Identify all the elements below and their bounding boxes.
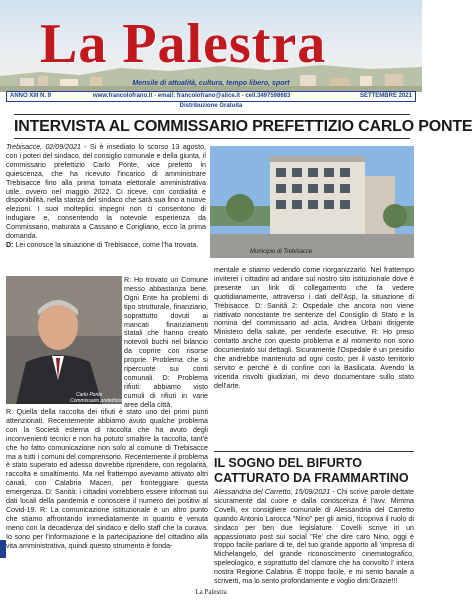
- newspaper-subtitle: Mensile di attualità, cultura, tempo libero, sport: [132, 80, 290, 87]
- page-edge-marker: [0, 540, 6, 558]
- article1-body-text: R: Quella della raccolta dei rifiuti è stato uno dei primi punti attenzionati. Recentemente abbiamo avuto qualche problema con la Società esterna di raccolta che ha avuto degli inconvenienti tecnici e non ha potuto smaltire la raccolta, tant'è che ho fatto comunicazione non solo al comune di Trebisacce ma a tutti i comuni del comprensorio. Recentemente il problema è stato superato ed adesso dovrebbe riprendere, con regolarità, raccolta e smaltimento. Ma nel frattempo avevamo attivato altri canali, con Calabria Maceri, per fronteggiare questa emergenza. D: Sanità: i cittadini vorrebbero essere informati sui dati locali della pandemia e conoscere il numero dei positivi al Covid-19. R: La comunicazione istituzionale è un altro punto che stiamo affrontando immediatamente in quanto è venuta meno con la decadenza del sindaco e dello staff che la curava. Io sono per l'informazione e la partecipazione del cittadino alla vita amministrativa, quindi questo strumento è fonda-: [6, 408, 208, 550]
- portrait-image: [6, 276, 122, 404]
- question-text: Lei conosce la situazione di Trebisacce, come l'ha trovata.: [13, 240, 199, 249]
- footer-title: La Palestra: [195, 588, 227, 596]
- article2-headline: IL SOGNO DEL BIFURTO CATTURATO DA FRAMMARTINO: [214, 456, 409, 485]
- masthead: [0, 0, 422, 92]
- article1-headline: INTERVISTA AL COMMISSARIO PREFETTIZIO CARLO PONTE: [14, 118, 472, 135]
- article1-answer-text: R: Ho trovato un Comune messo abbastanza bene. Ogni Ente ha problemi di tipo strutturale, finanziario, soprattutto dovuti ai mancati finanziamenti statali che hanno creato notevoli buchi nel bilancio da coprire con risorse proprie. Problema che si ripercuote sui conti comunali. D: Problema rifiuti: abbiamo visto cumuli di rifiuti in varie aree della città.: [124, 276, 208, 409]
- divider: [214, 451, 414, 452]
- article2-body: [214, 488, 414, 584]
- divider: [14, 114, 410, 115]
- issue-date: SETTEMBRE 2021: [359, 93, 412, 99]
- article2-dateline: Alessandria del Carretto, 15/09/2021: [214, 488, 331, 496]
- distribution-note: Distribuzione Gratuita: [179, 103, 243, 109]
- issue-info-bar: [6, 91, 416, 102]
- article2-text: - Chi scrive parole dettate sicuramente dal cuore e dalla conoscenza è l'avv. Mimma Covelli, ex consigliere comunale di Alessandria del Carretto quando Antonio Larocca "Nino" per gli amici, ricopriva il ruolo di sindaco per ben due legislature. Covelli scrive in un appassionato post sui social "Re' che dire caro Nino, oggi è troppo facile parlare di te, del tuo grande apporto all 'impresa di Michelangelo, del grande riconoscimento cinematografico, speleologico, e soprattutto del clamore che ha convolto l' intera nostra Regione Calabria. È troppo facile, e mi sento banale a scriverti, ma lo sento profondamente e voglio dirti:Grazie!!!: [214, 488, 414, 586]
- issue-number: ANNO XIII N. 9: [10, 93, 52, 99]
- question-label: D:: [6, 240, 14, 249]
- article1-lead: [6, 143, 206, 273]
- building-caption: Municipio di Trebisacce: [250, 249, 313, 255]
- article1-column-left-lower: [6, 408, 208, 584]
- municipio-photo: [210, 146, 414, 258]
- article1-lead-text: - Si è insediato lo scorso 13 agosto, con i poteri del sindaco, del consiglio comunale e della giunta, il commissario prefettizio Carlo Ponte, vice prefetto in quiescenza, che ha ricevuto l'incarico di amministrare Trebisacce fino alla prima tornata elettorale amministrativa utile, ovvero nel maggio 2022. Ci riceve, con cordialità e disponibilità, nella stanza del sindaco che sarà sua fino a nuove elezioni. I suoi molteplici impegni non ci consentono di indugiare e, consentendo la notevole esperienza da Commissario, maturata a Cassano e Corigliano, ecco la prima domanda.: [6, 143, 206, 241]
- portrait-caption-name: Carlo Ponte: [76, 392, 103, 398]
- article1-column-right: [214, 266, 414, 434]
- building-image: [210, 146, 414, 258]
- contacts: www.francolofrano.it - email: francolofrano@alice.it - cell.3497598683: [93, 93, 291, 99]
- newspaper-title: La Palestra: [40, 13, 327, 75]
- article1-column-mid: [124, 276, 208, 409]
- divider: [14, 138, 410, 139]
- portrait-caption-role: Commissario prefettizio: [70, 398, 123, 404]
- portrait-photo: [6, 276, 122, 404]
- article1-dateline: Trebisacce, 02/09/2021: [6, 143, 81, 151]
- article1-body-text-right: mentale e stiamo vedendo come riorganizzarlo. Nel frattempo inviterei i cittadini ad andare sul nostro sito istituzionale dove è presente un link di collegamento che fa vedere quotidianamente, attraverso i dati dell'Asp, la situazione di Trebisacce. D: Sanità 2: Ospedale che ancora non viene riattivato nonostante tre sentenze del Consiglio di Stato e la nomina del commissario ad acta, Andrea Urbani dirigente Ministero della salute, per renderle esecutive. R: Ho preso contatto anche con questo problema e al momento non sono documentato sui dettagli. Sicuramente l'Ospedale è un presidio che andrebbe mantenuto ad ogni costo, per il vasto territorio servito e perché è di confine con la Basilicata. Avendo la vicenda risvolti giudiziari, mi devo documentare sullo stato dell'arte.: [214, 266, 414, 390]
